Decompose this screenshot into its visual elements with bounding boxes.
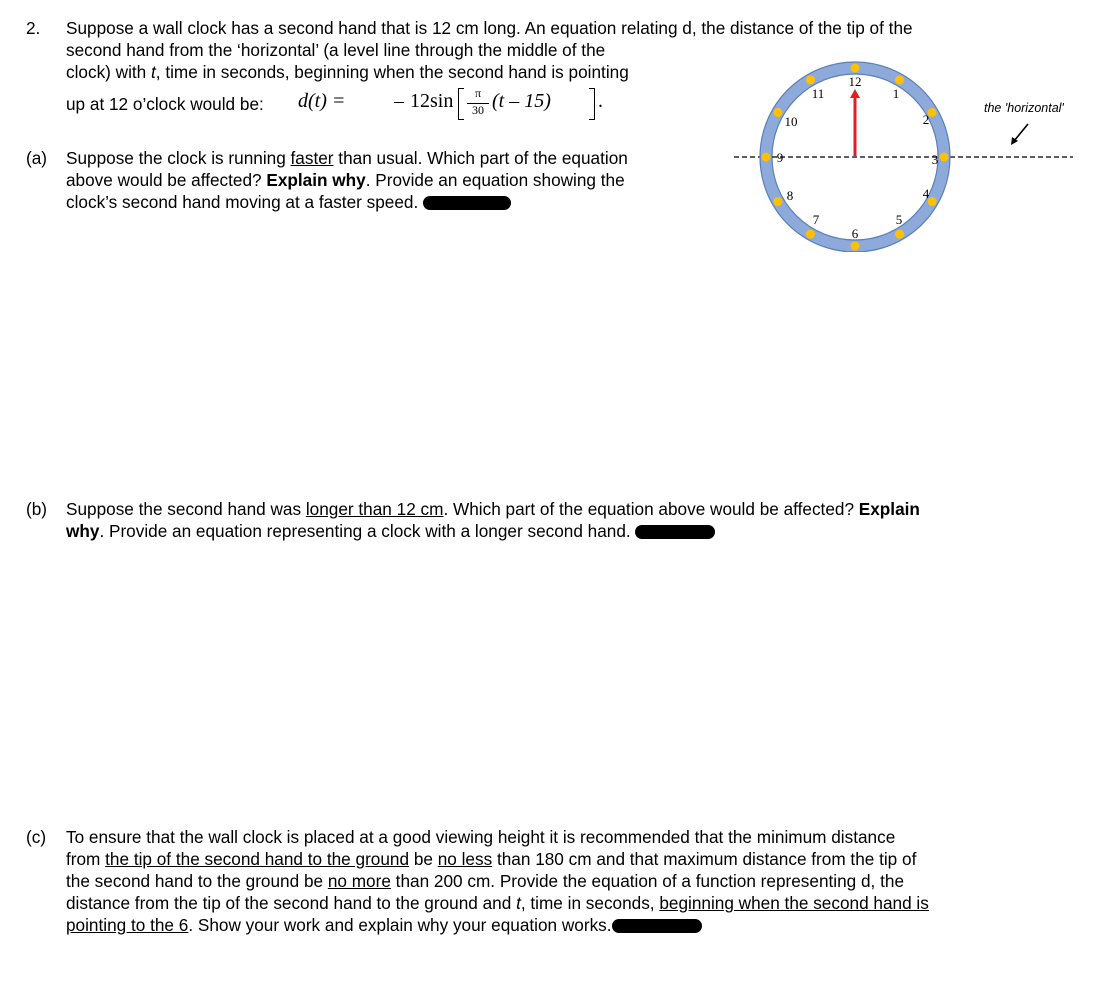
clock-number-9: 9 <box>776 150 784 165</box>
redaction <box>423 196 511 210</box>
right-bracket <box>589 88 595 120</box>
part-a-line-3: clock’s second hand moving at a faster speed. <box>66 191 511 213</box>
equation-argument: (t – 15) <box>492 90 551 112</box>
clock-number-4: 4 <box>922 186 930 201</box>
intro-line-2: second hand from the ‘horizontal’ (a level line through the middle of the <box>66 40 606 60</box>
horizontal-label: the 'horizontal' <box>984 101 1064 115</box>
equation-period: . <box>598 90 603 112</box>
equation-minus: – <box>394 90 404 112</box>
clock-number-7: 7 <box>812 212 820 227</box>
part-c-line-2: from the tip of the second hand to the ground be no less than 180 cm and that maximum distance from the tip of <box>66 849 917 869</box>
clock-number-3: 3 <box>931 152 939 167</box>
redaction <box>612 919 702 933</box>
clock-number-11: 11 <box>811 86 825 101</box>
part-c-label: (c) <box>26 827 47 847</box>
question-number: 2. <box>26 18 41 38</box>
clock-number-8: 8 <box>786 188 794 203</box>
equation-lhs: d(t) = <box>298 90 346 112</box>
clock-diagram <box>728 52 1098 252</box>
intro-line-1: Suppose a wall clock has a second hand that is 12 cm long. An equation relating d, the distance of the tip of the <box>66 18 913 38</box>
clock-number-6: 6 <box>851 226 859 241</box>
part-b-label: (b) <box>26 499 48 519</box>
intro-line-4: up at 12 o’clock would be: <box>66 94 264 114</box>
left-bracket <box>458 88 464 120</box>
part-b-line-2: why. Provide an equation representing a clock with a longer second hand. <box>66 520 715 542</box>
redaction <box>635 525 715 539</box>
part-c-line-1: To ensure that the wall clock is placed at a good viewing height it is recommended that the minimum distance <box>66 827 896 847</box>
intro-line-3: clock) with t, time in seconds, beginning when the second hand is pointing <box>66 62 629 82</box>
part-a-line-1: Suppose the clock is running faster than usual. Which part of the equation <box>66 148 628 168</box>
clock-number-10: 10 <box>784 114 798 129</box>
part-c-line-5: pointing to the 6. Show your work and explain why your equation works. <box>66 914 702 936</box>
part-b-line-1: Suppose the second hand was longer than 12 cm. Which part of the equation above would be affected? Explain <box>66 499 920 519</box>
clock-number-1: 1 <box>892 86 900 101</box>
part-c-line-3: the second hand to the ground be no more than 200 cm. Provide the equation of a function representing d, the <box>66 871 905 891</box>
equation-coefficient: 12sin <box>410 90 454 112</box>
fraction-numerator: π <box>474 86 482 100</box>
part-c-line-4: distance from the tip of the second hand to the ground and t, time in seconds, beginning when the second hand is <box>66 893 929 913</box>
fraction-denominator: 30 <box>472 103 484 117</box>
horizontal-pointer <box>1014 124 1028 141</box>
part-a-line-2: above would be affected? Explain why. Provide an equation showing the <box>66 170 625 190</box>
clock-number-5: 5 <box>895 212 903 227</box>
part-a-label: (a) <box>26 148 48 168</box>
clock-number-2: 2 <box>922 112 930 127</box>
clock-number-12: 12 <box>848 74 862 89</box>
equation <box>298 88 628 128</box>
